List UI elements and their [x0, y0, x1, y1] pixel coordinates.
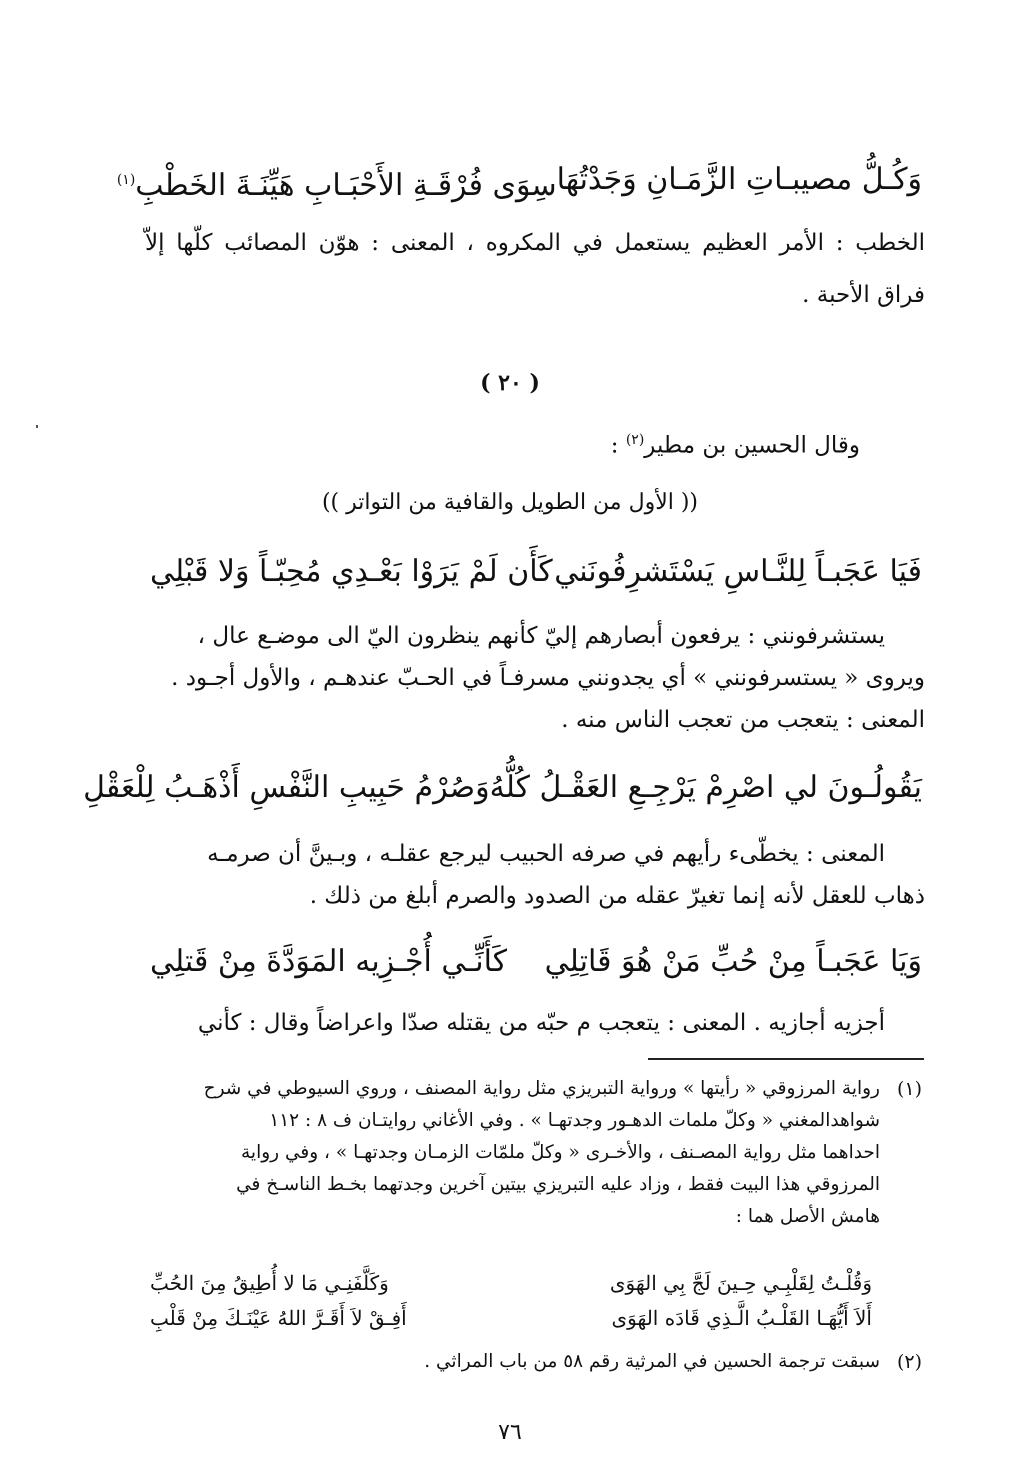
- commentary-4-line-1: أجزيه أجازيه . المعنى : يتعجب م حبّه من يقتله صدّا واعراضاً وقال : كأني: [197, 1010, 885, 1036]
- footnote-1-body: [150, 1073, 880, 1233]
- section-number: ( ٢٠ ): [480, 370, 540, 396]
- page-number: ٧٦: [498, 1420, 522, 1445]
- verse-2: [150, 550, 922, 594]
- verse-3: [83, 766, 922, 810]
- verse-2-second-hemistich: كَأَن لَمْ يَرَوْا بَعْـدِي مُحِبّـاً وَلا قَبْلِي: [150, 554, 553, 589]
- commentary-2-line-3: المعنى : يتعجب من تعجب الناس منه .: [561, 707, 925, 733]
- footnote-1-verse-a-first: وَقُلْـتُ لِقَلْبِـي حِـينَ لَجَّ بِي الهَوَى: [609, 1271, 872, 1295]
- verse-4: [150, 940, 922, 984]
- verse-2-first-hemistich: فَيَا عَجَبـاً لِلنَّـاسِ يَسْتَشرِفُونَني: [554, 554, 922, 589]
- commentary-2: [135, 615, 925, 741]
- verse-3-first-hemistich: يَقُولُـونَ لي اصْرِمْ يَرْجِـعِ العَقْـلُ كُلُّهُ: [489, 770, 922, 805]
- commentary-1: [145, 222, 925, 316]
- commentary-2-line-1: يستشرفونني : يرفعون أبصارهم إليّ كأنهم ينظرون اليّ الى موضـع عال ،: [197, 623, 885, 649]
- commentary-1-line-1: الخطب : الأمر العظيم يستعمل في المكروه ، المعنى : هوّن المصائب كلّها إلاّ: [145, 230, 926, 256]
- commentary-3-line-2: ذهاب للعقل لأنه إنما تغيرّ عقله من الصدود والصرم أبلغ من ذلك .: [309, 883, 925, 909]
- commentary-4: [135, 1002, 925, 1044]
- footnote-1-line-4: المرزوقي هذا البيت فقط ، وزاد عليه التبريزي بيتين آخرين وجدتهما بخـط الناسـخ في: [236, 1174, 880, 1195]
- verse-1: [116, 158, 922, 208]
- commentary-2-line-2: ويروى « يستسرفونني » أي يجدونني مسرفـاً في الحـبّ عندهـم ، والأول أجـود .: [171, 665, 925, 691]
- footnote-separator: [648, 1058, 924, 1060]
- verse-4-second-hemistich: كَأَنِّـي أُجْـزِيه المَوَدَّةَ مِنْ قَتلِي: [150, 944, 507, 979]
- footnote-1-verse-a: [150, 1268, 872, 1298]
- footnote-1-line-5: هامش الأصل هما :: [735, 1206, 880, 1227]
- meter-note: (( الأول من الطويل والقافية من التواتر )): [321, 490, 699, 515]
- commentary-1-line-2: فراق الأحبة .: [802, 282, 925, 308]
- verse-1-second-hemistich: سِوَى فُرْقَـةِ الأَحْبَـابِ هَيِّنَـةَ الخَطْبِ$^{(١)}$: [116, 168, 557, 203]
- verse-3-second-hemistich: وَصُرْمُ حَبِيبِ النَّفْسِ أَذْهَـبُ لِلْعَقْلِ: [83, 770, 490, 805]
- footnote-2-number: (٢): [896, 1351, 922, 1373]
- footnote-1-line-2: شواهدالمغني « وكلّ ملمات الدهـور وجدتهـا » . وفي الأغاني روايتـان ف ٨ : ١١٢: [269, 1110, 880, 1131]
- footnote-1-number: (١): [896, 1078, 922, 1100]
- commentary-3: [135, 833, 925, 917]
- poet-intro: [611, 432, 860, 459]
- footnote-ref-2: (٢): [625, 432, 645, 448]
- footnote-1-line-1: رواية المرزوقي « رأيتها » ورواية التبريزي مثل رواية المصنف ، وروي السيوطي في شرح: [203, 1078, 880, 1099]
- commentary-3-line-1: المعنى : يخطّىء رأيهم في صرفه الحبيب ليرجع عقلـه ، وبـينَّ أن صرمـه: [207, 841, 885, 867]
- footnote-1-line-3: احداهما مثل رواية المصـنف ، والأخـرى « وكلّ ملمّات الزمـان وجدتهـا » ، وفي رواية: [241, 1142, 880, 1163]
- verse-1-first-hemistich: وَكُـلُّ مصيبـاتِ الزَّمَـانِ وَجَدْتُهَا: [556, 162, 922, 197]
- scan-speck: [36, 425, 38, 428]
- verse-4-first-hemistich: وَيَا عَجَبـاً مِنْ حُبِّ مَنْ هُوَ قَاتِلِي: [544, 944, 922, 979]
- footnote-1-verse-b-first: أَلاَ أَيُّهَـا القَلْـبُ الَّـذِي قَادَه الهَوَى: [611, 1306, 872, 1330]
- footnote-1-verse-a-second: وَكَلَّفَنِـي مَا لا أُطِيقُ مِنَ الحُبِّ: [150, 1271, 389, 1295]
- poet-intro-text: وقال الحسين بن مطير: [644, 432, 860, 459]
- poet-intro-colon: :: [610, 432, 626, 459]
- footnote-1-verse-b-second: أَفِـقْ لاَ أَقَـرَّ اللهُ عَيْنَـكَ مِنْ قَلْبِ: [150, 1306, 407, 1330]
- footnote-ref-1: (١): [116, 172, 136, 188]
- footnote-2-text: سبقت ترجمة الحسين في المرثية رقم ٥٨ من باب المراثي .: [424, 1351, 880, 1372]
- footnote-1-verse-b: [150, 1303, 872, 1333]
